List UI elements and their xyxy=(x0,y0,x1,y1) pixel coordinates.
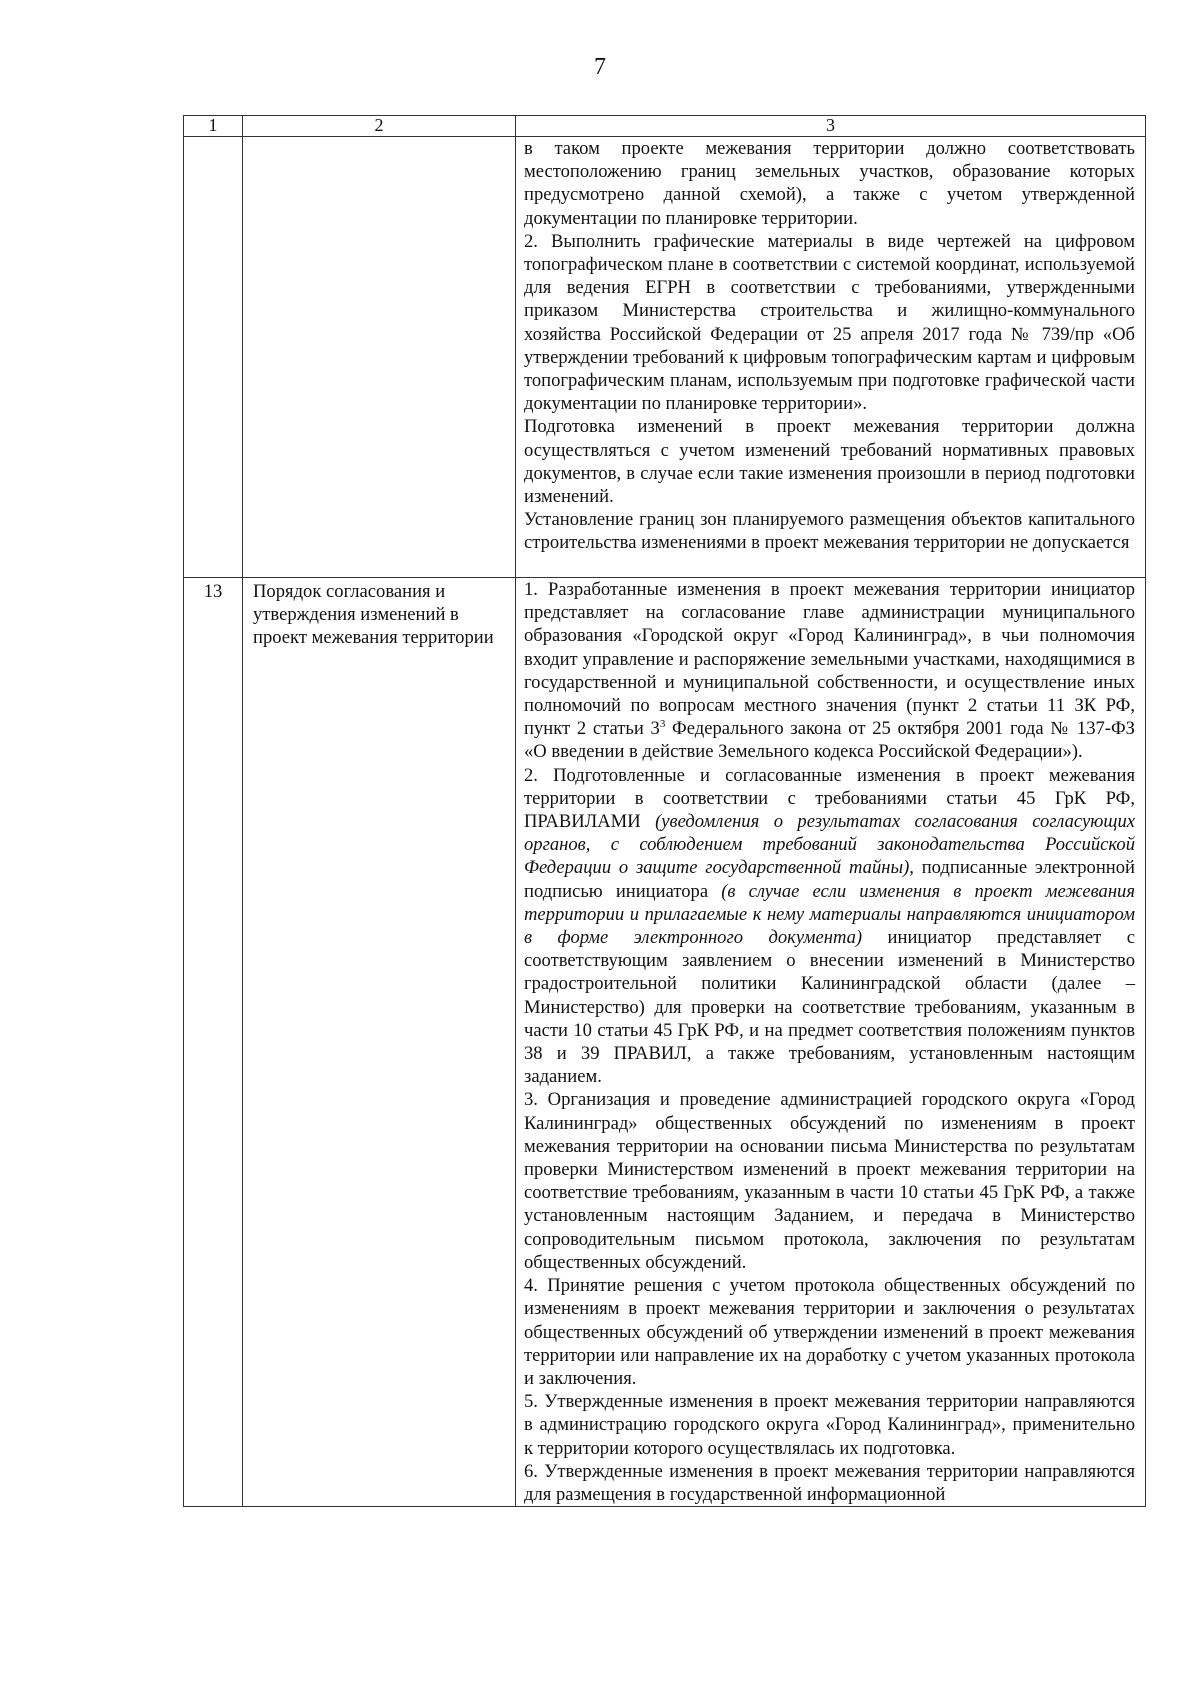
italic-text: (уведомления о результатах согласования согласующих органов, с соблюдением требований законодательства Российской Федерации о защите государственной тайны), xyxy=(524,811,1135,879)
header-col-1: 1 xyxy=(184,116,243,137)
requirements-table xyxy=(183,115,1146,1507)
paragraph-6: 6. Утвержденные изменения в проект межевания территории направляются для размещения в государственной информационной xyxy=(524,1460,1135,1505)
row-number: 13 xyxy=(184,578,243,1507)
paragraph-text: 1. Разработанные изменения в проект межевания территории инициатор представляет на согласование главе администрации муниципального образования «Городской округ «Город Калининград», в чьи полномочия входит управление и распоряжение земельными участками, находящимися в государственной и муниципальной собственности, и осуществление иных полномочий по вопросам местного значения (пункт 2 статьи 11 ЗК РФ, пункт 2 статьи 3 xyxy=(524,579,1135,740)
paragraph-2 xyxy=(524,764,1135,1089)
table-header-row xyxy=(184,116,1146,137)
paragraph-text: Федерального закона от 25 октября 2001 года № 137-ФЗ «О введении в действие Земельного кодекса Российской Федерации»). xyxy=(524,718,1135,763)
paragraph: Подготовка изменений в проект межевания территории должна осуществляться с учетом изменений требований нормативных правовых документов, в случае если такие изменения произошли в период подготовки изменений. xyxy=(524,416,1135,508)
paragraph: Установление границ зон планируемого размещения объектов капитального строительства изменениями в проект межевания территории не допускается xyxy=(524,509,1135,554)
paragraph-4: 4. Принятие решения с учетом протокола общественных обсуждений по изменениям в проект межевания территории и заключения о результатах общественных обсуждений об утверждении изменений в проект межевания территории или направление их на доработку с учетом указанных протокола и заключения. xyxy=(524,1275,1135,1389)
header-col-2: 2 xyxy=(243,116,516,137)
row-text-cell xyxy=(516,578,1146,1507)
row-text-cell xyxy=(516,137,1146,578)
page-number: 7 xyxy=(594,54,606,80)
superscript: 3 xyxy=(659,718,666,731)
paragraph-5: 5. Утвержденные изменения в проект межевания территории направляются в администрацию городского округа «Город Калининград», применительно к территории которого осуществлялась их подготовка. xyxy=(524,1391,1135,1459)
header-col-3: 3 xyxy=(516,116,1146,137)
italic-text: (в случае если изменения в проект межевания территории и прилагаемые к нему материалы направляются инициатором в форме электронного документа) xyxy=(524,880,1135,949)
paragraph: 2. Выполнить графические материалы в виде чертежей на цифровом топографическом плане в соответствии с системой координат, используемой для ведения ЕГРН в соответствии с требованиями, утвержденными приказом Министерства строительства и жилищно-коммунального хозяйства Российской Федерации от 25 апреля 2017 года № 739/пр «Об утверждении требований к цифровым топографическим картам и цифровым топографическим планам, используемым при подготовке графической части документации по планировке территории». xyxy=(524,230,1135,415)
row-name-cell xyxy=(243,137,516,578)
paragraph-text: инициатор представляет с соответствующим заявлением о внесении изменений в Министерство градостроительной политики Калининградской области (далее – Министерство) для проверки на соответствие требованиям, указанным в части 10 статьи 45 ГрК РФ, и на предмет соответствия положениям пунктов 38 и 39 ПРАВИЛ, а также требованиям, установленным настоящим заданием. xyxy=(524,927,1135,1088)
paragraph-3: 3. Организация и проведение администрацией городского округа «Город Калининград» общественных обсуждений по изменениям в проект межевания территории на основании письма Министерства по результатам проверки Министерством изменений в проект межевания территории на соответствие требованиям, указанным в части 10 статьи 45 ГрК РФ, а также установленным настоящим Заданием, и передача в Министерство сопроводительным письмом протокола, заключения по результатам общественных обсуждений. xyxy=(524,1089,1135,1273)
paragraph: в таком проекте межевания территории должно соответствовать местоположению границ земельных участков, образование которых предусмотрено данной схемой), а также с учетом утвержденной документации по планировке территории. xyxy=(524,138,1135,229)
table-row-13 xyxy=(184,578,1146,1507)
table-row-continued xyxy=(184,137,1146,578)
row-name: Порядок согласования и утверждения изменений в проект межевания территории xyxy=(243,578,516,1507)
paragraph-text: 2. Подготовленные и согласованные изменения в проект межевания территории в соответствии с требованиями статьи 45 ГрК РФ, ПРАВИЛАМИ xyxy=(524,764,1135,833)
paragraph-text: подписанные электронной подписью инициатора xyxy=(524,857,1135,902)
paragraph-1 xyxy=(524,578,1135,764)
row-number-cell xyxy=(184,137,243,578)
